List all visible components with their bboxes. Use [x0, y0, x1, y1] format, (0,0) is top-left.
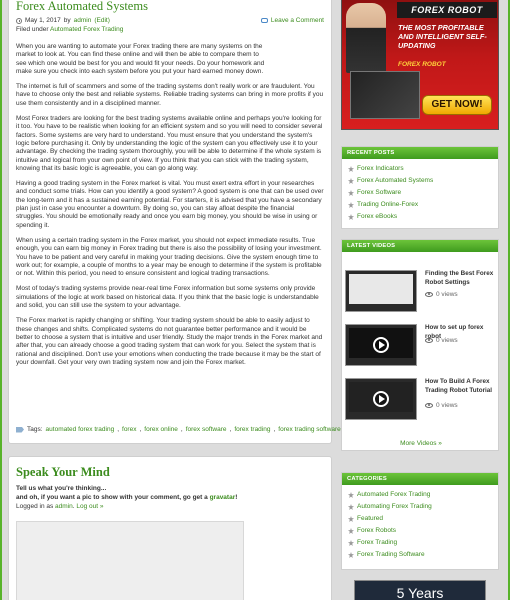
post-article: [8, 0, 341, 444]
main-column: [8, 0, 341, 600]
category-item: [348, 501, 498, 513]
ad-product-boxes: [350, 71, 420, 119]
category-link[interactable]: Automated Forex Trading: [357, 491, 431, 498]
post-paragraph: When you are wanting to automate your Forex trading there are many systems on the market to look at. You can find these online and will then be able to compare them to see which one would be best for you and would fit your needs. Do your homework and make sure you check into each system before you put your hard earned money down.: [16, 43, 265, 75]
category-link[interactable]: Automating Forex Trading: [357, 503, 432, 510]
star-icon: [348, 166, 354, 172]
post-paragraph: Most Forex traders are looking for the best trading systems available online and perhaps you're looking for it too. You have to be realistic when looking for an efficient system and so you will need to consider several factors. Some systems are very hard to understand. You must ensure that you understand the system's logic before purchasing it. Only by understanding the logic of the system can you effectively use it to your advantage. By checking the trading system thoroughly, you will be able to determine if the whole system is intuitive and logical from your own point of view. If you think that you can stick with the trading system, knowing that its basic logic is agreeable, you can go along way.: [16, 115, 323, 172]
video-views: [425, 337, 458, 344]
gravatar-text: and oh, if you want a pic to show with your comment, go get a: [16, 493, 208, 501]
video-view-count: 0 views: [436, 402, 458, 409]
category-link[interactable]: Forex Trading Software: [357, 551, 425, 558]
eye-icon: [425, 403, 433, 408]
video-view-count: 0 views: [436, 337, 458, 344]
video-item: [345, 324, 499, 366]
gravatar-link[interactable]: gravatar: [209, 493, 236, 501]
recent-post-link[interactable]: Forex Automated Systems: [357, 177, 434, 184]
category-link[interactable]: Forex Robots: [357, 527, 397, 534]
recent-post-item: [348, 187, 498, 199]
video-thumbnail[interactable]: [345, 378, 417, 420]
post-paragraph: The Forex market is rapidly changing or shifting. Your trading system should be able to easily adjust to these changes and shifts. Complicated systems do not guarantee better performance and it would be better to choose a system that is intuitive and user friendly. Study the major trends in the Forex market and after that, you can already choose a good trading system that can work for you. Select the system that is rational and disciplined. Don't use your emotions when conducting the trade because it may be the start of your downfall. Get your very own trading system now and join the Forex market.: [16, 317, 323, 366]
recent-posts-heading: RECENT POSTS: [342, 147, 498, 159]
video-item: [345, 378, 499, 420]
post-tags: Tags: automated forex trading , forex , forex online , forex software , forex trading , forex trading software: [16, 426, 341, 433]
video-title-link[interactable]: How To Build A Forex Trading Robot Tutorial: [425, 378, 493, 394]
byline-by: by: [63, 17, 71, 24]
tag-link[interactable]: automated forex trading: [45, 426, 115, 433]
latest-videos-heading: LATEST VIDEOS: [342, 240, 498, 252]
filed-under: [16, 25, 324, 34]
sidebar: [338, 0, 502, 600]
comment-textarea[interactable]: [16, 521, 244, 600]
forex-robot-banner[interactable]: [341, 0, 499, 130]
filed-under-label: Filed under: [16, 26, 49, 33]
video-views: [425, 291, 458, 298]
tag-icon: [16, 427, 24, 433]
category-link[interactable]: Featured: [357, 515, 384, 522]
star-icon: [348, 214, 354, 220]
tag-link[interactable]: forex: [122, 426, 137, 433]
ad-headline: THE MOST PROFITABLE AND INTELLIGENT SELF-UPDATING: [398, 23, 487, 50]
comment-section: [8, 456, 332, 600]
post-paragraph: Having a good trading system in the Forex market is vital. You must exert extra effort in your researches and conduct some trials. How can you identify a good system? A good system is one that can be used over the long-term and it has a sustained earning potential. For starters, it is advised that you have a secondary plan just in case you encounter a downturn. By doing so, you can stay afloat despite the financial struggles. You should be emotionally ready and once you earn big money, you should be wise in using or spending it.: [16, 180, 324, 229]
play-icon: [373, 391, 389, 407]
comment-intro: Tell us what you're thinking... and oh, if you want a pic to show with your comment, go get a gravatar! Logged in as admin. Log out »: [16, 485, 238, 510]
star-icon: [348, 528, 354, 534]
tag-link[interactable]: forex software: [185, 426, 227, 433]
video-item: [345, 270, 499, 312]
star-icon: [348, 178, 354, 184]
post-paragraph: When using a certain trading system in the Forex market, you should not expect immediate results. True enough, you can earn big money in Forex trading but there is also the possibility of losing your investment. You have to be patient and very careful in making your trading decisions. Give the system enough time to work out; for example, a couple of months to a year may be enough to determine if the system is profitable or not. Within this period, you need to ensure consistent and logical trading transactions.: [16, 236, 322, 278]
category-item: [348, 489, 498, 501]
comment-prompt: Tell us what you're thinking...: [16, 485, 107, 492]
tag-link[interactable]: forex trading: [234, 426, 271, 433]
category-item: [348, 525, 498, 537]
tag-link[interactable]: forex trading software: [278, 426, 341, 433]
post-title[interactable]: Forex Automated Systems: [16, 0, 148, 13]
eye-icon: [425, 292, 433, 297]
recent-post-item: [348, 211, 498, 223]
star-icon: [348, 504, 354, 510]
recent-post-link[interactable]: Trading Online-Forex: [357, 201, 419, 208]
category-item: [348, 537, 498, 549]
video-thumbnail[interactable]: [345, 324, 417, 366]
ad-man-image: [346, 3, 386, 73]
video-view-count: 0 views: [436, 291, 458, 298]
star-icon: [348, 516, 354, 522]
video-thumbnail[interactable]: [345, 270, 417, 312]
recent-post-item: [348, 175, 498, 187]
tags-label: Tags:: [27, 426, 43, 433]
star-icon: [348, 492, 354, 498]
categories-widget: [341, 472, 499, 570]
video-title-link[interactable]: How to set up forex robot: [425, 324, 484, 340]
category-link[interactable]: Forex Trading: [357, 539, 398, 546]
video-views: [425, 402, 458, 409]
logged-user-link[interactable]: admin: [55, 503, 73, 510]
more-videos-link[interactable]: More Videos »: [400, 440, 442, 447]
video-title-link[interactable]: Finding the Best Forex Robot Settings: [425, 270, 494, 286]
tag-link[interactable]: forex online: [144, 426, 178, 433]
latest-videos-widget: [341, 239, 499, 451]
logged-in-label: Logged in as: [16, 503, 54, 510]
post-date: May 1, 2017: [25, 17, 61, 24]
categories-heading: CATEGORIES: [342, 473, 498, 485]
ad-logo: FOREX ROBOT: [397, 2, 497, 18]
star-icon: [348, 202, 354, 208]
edit-link[interactable]: (Edit): [94, 17, 110, 24]
star-icon: [348, 190, 354, 196]
recent-post-item: [348, 163, 498, 175]
promo-banner[interactable]: 5 Years: [354, 580, 486, 600]
post-paragraph: Most of today's trading systems provide near-real time Forex information but some systems only provide simulations of the logic at work based on historical data. If you think that the basic logic is understandable and solid, you can still use the system to your advantage.: [16, 285, 319, 310]
author-link[interactable]: admin: [73, 17, 92, 24]
get-now-button[interactable]: GET NOW!: [422, 95, 492, 115]
comment-link-group: [261, 16, 324, 25]
post-meta: [16, 16, 324, 25]
clock-icon: [16, 18, 22, 24]
star-icon: [348, 552, 354, 558]
ad-subheadline: FOREX ROBOT: [398, 61, 446, 68]
play-icon: [373, 337, 389, 353]
eye-icon: [425, 338, 433, 343]
comment-section-title: Speak Your Mind: [16, 465, 110, 479]
star-icon: [348, 540, 354, 546]
filed-category-link[interactable]: Automated Forex Trading: [49, 26, 124, 33]
category-item: [348, 513, 498, 525]
recent-post-link[interactable]: Forex eBooks: [357, 213, 398, 220]
recent-post-link[interactable]: Forex Software: [357, 189, 402, 196]
recent-posts-widget: [341, 146, 499, 229]
leave-comment-link[interactable]: Leave a Comment: [270, 17, 324, 24]
post-paragraph: The internet is full of scammers and some of the trading systems don't really work or are fraudulent. You have to choose only the best and reliable systems. Reliable trading systems can bring in more profits if you use them consistently and in a disciplined manner.: [16, 83, 324, 107]
recent-post-item: [348, 199, 498, 211]
recent-post-link[interactable]: Forex Indicators: [357, 165, 404, 172]
comment-bubble-icon: [261, 18, 268, 23]
logout-link[interactable]: Log out »: [76, 503, 104, 510]
post-date-byline: [16, 16, 110, 25]
category-item: [348, 549, 498, 561]
